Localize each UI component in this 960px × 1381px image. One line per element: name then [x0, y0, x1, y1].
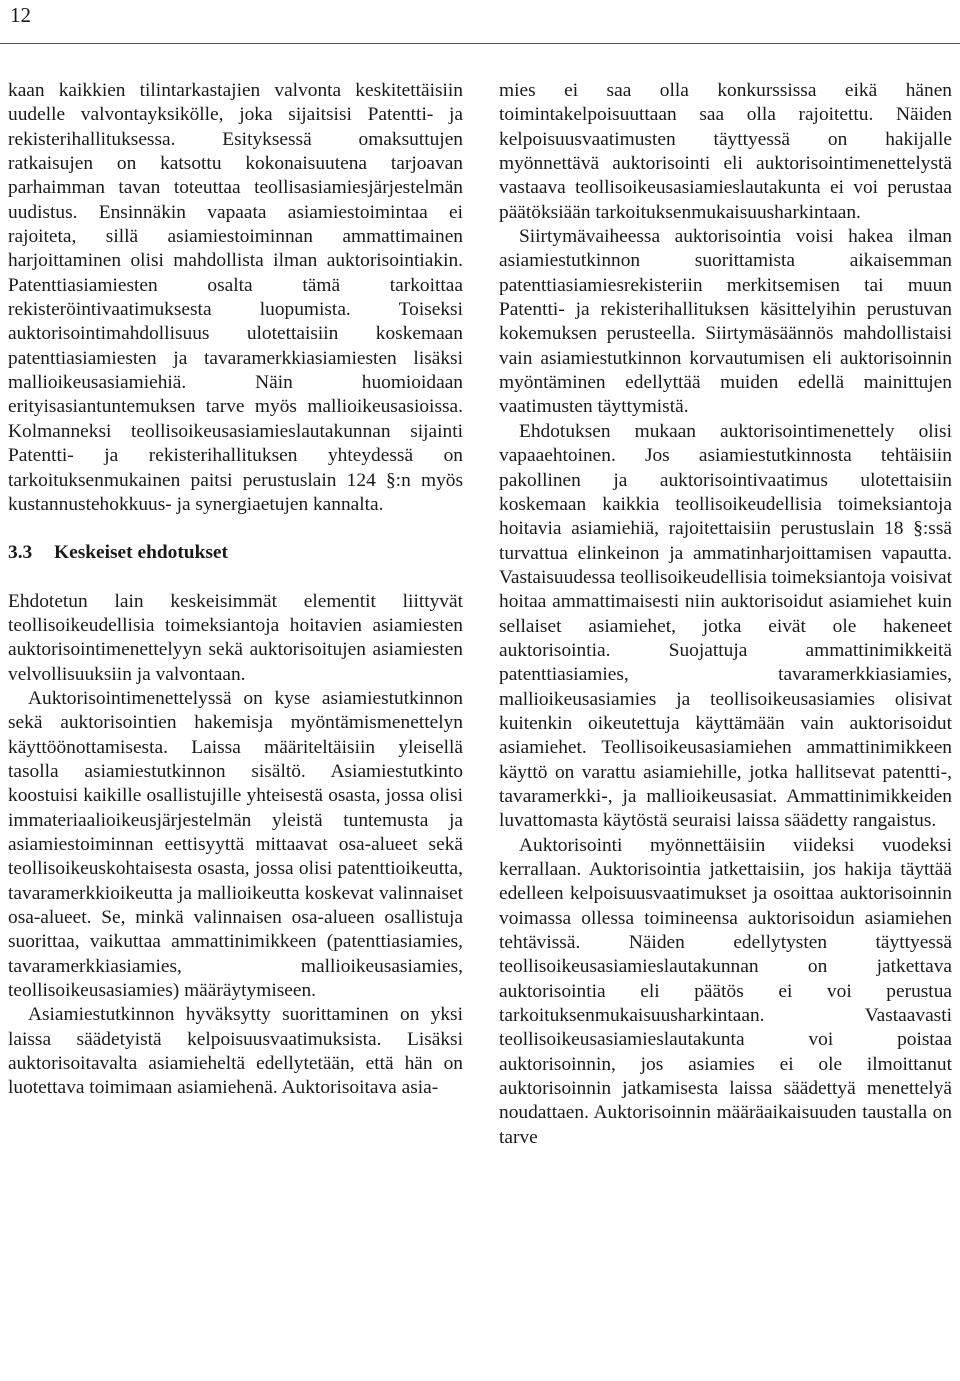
page-number: 12	[10, 3, 31, 27]
paragraph: Ehdotetun lain keskeisimmät elementit liittyvät teollisoikeudellisia toimeksiantoja hoitavien asiamiesten auktorisointimenettelyyn sekä auktorisoitujen asiamiesten velvollisuuksiin ja valvontaan.	[8, 590, 463, 685]
paragraph: Auktorisointimenettelyssä on kyse asiamiestutkinnon sekä auktorisointien hakemisja myöntämismenettelyn käyttöönottamisesta. Laissa määriteltäisiin yleisellä tasolla asiamiestutkinnon sisältö. Asiamiestutkinto koostuisi kaikille osallistujille yhteisestä osasta, jossa olisi immateriaalioikeusjärjestelmän yleistä tuntemusta ja asiamiestoiminnan eettisyyttä mittaavat osa-alueet sekä teollisoikeuskohtaisesta osasta, jossa olisi patenttioikeutta, tavaramerkkioikeutta ja mallioikeutta koskevat valinnaiset osa-alueet. Se, minkä valinnaisen osa-alueen osallistuja suorittaa, vaikuttaa ammattinimikkeen (patenttiasiamies, tavaramerkkiasiamies, mallioikeusasiamies, teollisoikeusasiamies) määräytymiseen.	[8, 687, 463, 1002]
section-title: Keskeiset ehdotukset	[54, 542, 228, 564]
paragraph: mies ei saa olla konkurssissa eikä hänen toimintakelpoisuuttaan saa olla rajoitettu. Näiden kelpoisuusvaatimusten täyttyessä on hakijalle myönnettävä auktorisointi eli auktorisointimenettelystä vastaava teollisoikeusasiamieslautakunta ei voi perustaa päätöksiään tarkoituksenmukaisuusharkintaan.	[499, 80, 952, 223]
paragraph: Asiamiestutkinnon hyväksytty suorittaminen on yksi laissa säädetyistä kelpoisuusvaatimuksista. Lisäksi auktorisoitavalta asiamieheltä edellytetään, että hän on luotettava toimimaan asiamiehenä. Auktorisoitava asia-	[8, 1004, 463, 1099]
section-number: 3.3	[8, 542, 33, 564]
header-rule	[0, 43, 960, 44]
left-column	[8, 79, 463, 1101]
right-column	[499, 79, 952, 1150]
paragraph: kaan kaikkien tilintarkastajien valvonta keskitettäisiin uudelle valvontayksikölle, joka sijaitsisi Patentti- ja rekisterihallituksessa. Esityksessä omaksuttujen ratkaisujen on katsottu kokonaisuutena tarjoavan parhaimman tavan toteuttaa teollisasiamiesjärjestelmän uudistus. Ensinnäkin vapaata asiamiestoimintaa ei rajoiteta, sillä asiamiestoiminnan ammattimainen harjoittaminen olisi mahdollista ilman auktorisointiakin. Patenttiasiamiesten osalta tämä tarkoittaa rekisteröintivaatimuksesta luopumista. Toiseksi auktorisointimahdollisuus ulotettaisiin koskemaan patenttiasiamiesten ja tavaramerkkiasiamiesten lisäksi mallioikeusasiamiehiä. Näin huomioidaan erityisasiantuntemuksen tarve myös mallioikeusasioissa. Kolmanneksi teollisoikeusasiamieslautakunnan sijainti Patentti- ja rekisterihallituksen yhteydessä on tarkoituksenmukainen paitsi perustuslain 124 §:n myös kustannustehokkuus- ja synergiaetujen kannalta.	[8, 80, 463, 515]
paragraph: Ehdotuksen mukaan auktorisointimenettely olisi vapaaehtoinen. Jos asiamiestutkinnosta tehtäisiin pakollinen ja auktorisointivaatimus ulotettaisiin koskemaan kaikkia teollisoikeudellisia toimeksiantoja hoitavia asiamiehiä, rajoitettaisiin perustuslain 18 §:ssä turvattua elinkeinon ja ammatinharjoittamisen vapautta. Vastaisuudessa teollisoikeudellisia toimeksiantoja voisivat hoitaa ammattimaisesti niin auktorisoidut asiamiehet kuin sellaiset asiamiehet, jotka eivät ole hakeneet auktorisointia. Suojattuja ammattinimikkeitä patenttiasiamies, tavaramerkkiasiamies, mallioikeusasiamies ja teollisoikeusasiamies olisivat kuitenkin oikeutettuja käyttämään vain auktorisoidut asiamiehet. Teollisoikeusasiamiehen ammattinimikkeen käyttö on varattu asiamiehille, jotka hallitsevat patentti-, tavaramerkki-, ja mallioikeusasiat. Ammattinimikkeiden luvattomasta käytöstä seuraisi laissa säädetty rangaistus.	[499, 420, 952, 832]
paragraph: Auktorisointi myönnettäisiin viideksi vuodeksi kerrallaan. Auktorisointia jatkettaisiin, jos hakija täyttää edelleen kelpoisuusvaatimukset ja osoittaa auktorisoinnin voimassa ollessa toimineensa auktorisoidun asiamiehen tehtävissä. Näiden edellytysten täyttyessä teollisoikeusasiamieslautakunnan on jatkettava auktorisointia eli päätös ei voi perustua tarkoituksenmukaisuusharkintaan. Vastaavasti teollisoikeusasiamieslautakunta voi poistaa auktorisoinnin, jos asiamies ei ole ilmoittanut auktorisoinnin jatkamisesta laissa säädettyä menettelyä noudattaen. Auktorisoinnin määräaikaisuuden taustalla on tarve	[499, 834, 952, 1148]
section-heading	[8, 541, 463, 565]
paragraph: Siirtymävaiheessa auktorisointia voisi hakea ilman asiamiestutkinnon suorittamista aikaisemman patenttiasiamiesrekisteriin merkitsemisen tai muun Patentti- ja rekisterihallituksen käsittelyihin perustuvan kokemuksen perusteella. Siirtymäsäännös mahdollistaisi vain asiamiestutkinnon korvautumisen eli auktorisoinnin myöntäminen edellyttää muiden edellä mainittujen vaatimusten täyttymistä.	[499, 226, 952, 418]
